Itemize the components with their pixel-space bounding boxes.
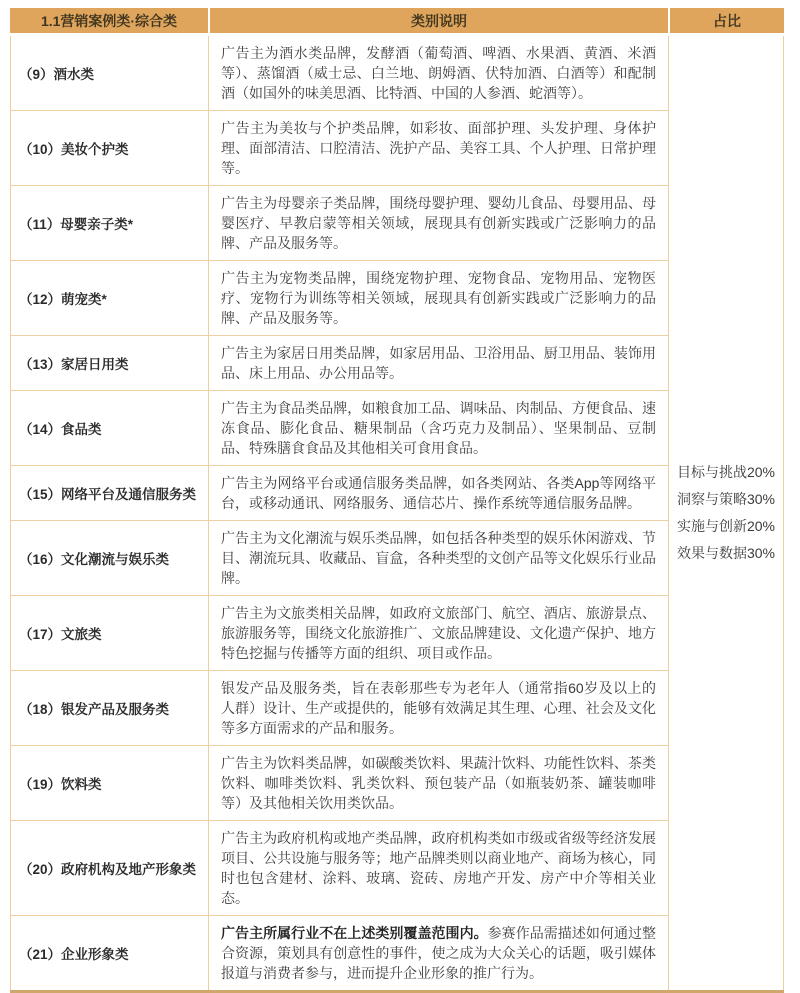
category-description: 广告主为家居日用类品牌，如家居用品、卫浴用品、厨卫用品、装饰用品、床上用品、办公用品等。	[221, 345, 656, 381]
category-description-cell	[209, 466, 669, 520]
category-label-cell	[11, 821, 209, 915]
table-row	[11, 521, 669, 596]
category-label-cell	[11, 186, 209, 260]
description-bold-text: 广告主所属行业不在上述类别覆盖范围内。	[221, 925, 488, 941]
category-rows	[10, 36, 669, 990]
category-description: 广告主为文旅类相关品牌，如政府文旅部门、航空、酒店、旅游景点、旅游服务等，围绕文化旅游推广、文旅品牌建设、文化遗产保护、地方特色挖掘与传播等方面的组织、项目或作品。	[221, 605, 656, 661]
share-weight-line: 洞察与策略30%	[676, 491, 776, 507]
category-description: 广告主为食品类品牌，如粮食加工品、调味品、肉制品、方便食品、速冻食品、膨化食品、糖果制品（含巧克力及制品）、坚果制品、豆制品、特殊膳食食品及其他相关可食用食品。	[221, 400, 656, 456]
share-weight-line: 效果与数据30%	[676, 545, 776, 561]
category-label: （10）美妆个护类	[19, 142, 129, 157]
category-label: （18）银发产品及服务类	[19, 702, 170, 717]
header-section-title: 1.1营销案例类·综合类	[10, 8, 208, 33]
category-description-cell	[209, 261, 669, 335]
category-label: （16）文化潮流与娱乐类	[19, 552, 170, 567]
category-label-cell	[11, 336, 209, 390]
category-label: （20）政府机构及地产形象类	[19, 862, 197, 877]
category-label: （17）文旅类	[19, 627, 102, 642]
category-label-cell	[11, 111, 209, 185]
category-description: 广告主为文化潮流与娱乐类品牌，如包括各种类型的娱乐休闲游戏、节目、潮流玩具、收藏品、盲盒，各种类型的文创产品等文化娱乐行业品牌。	[221, 530, 656, 586]
category-label: （9）酒水类	[19, 67, 95, 82]
table-row	[11, 916, 669, 990]
category-label: （15）网络平台及通信服务类	[19, 487, 197, 502]
table-row	[11, 336, 669, 391]
share-weight-line: 目标与挑战20%	[676, 464, 776, 480]
category-description-cell	[209, 521, 669, 595]
category-description-cell	[209, 36, 669, 110]
table-row	[11, 186, 669, 261]
category-description: 广告主为网络平台或通信服务类品牌，如各类网站、各类App等网络平台，或移动通讯、网络服务、通信芯片、操作系统等通信服务品牌。	[221, 475, 656, 511]
table-row	[11, 746, 669, 821]
category-label-cell	[11, 521, 209, 595]
header-description: 类别说明	[210, 8, 668, 33]
category-label: （14）食品类	[19, 422, 102, 437]
category-description-cell	[209, 916, 669, 990]
category-description: 广告主为母婴亲子类品牌，围绕母婴护理、婴幼儿食品、母婴用品、母婴医疗、早教启蒙等相关领域，展现具有创新实践或广泛影响力的品牌、产品及服务等。	[221, 195, 656, 251]
category-label: （12）萌宠类*	[19, 292, 107, 307]
category-description: 银发产品及服务类，旨在表彰那些专为老年人（通常指60岁及以上的人群）设计、生产或提供的，能够有效满足其生理、心理、社会及文化等多方面需求的产品和服务。	[221, 680, 656, 736]
category-label-cell	[11, 261, 209, 335]
header-share: 占比	[670, 8, 784, 33]
category-description-cell	[209, 821, 669, 915]
table-row	[11, 111, 669, 186]
category-label-cell	[11, 36, 209, 110]
table-row	[11, 596, 669, 671]
category-label-cell	[11, 596, 209, 670]
category-description: 参赛作品需描述如何通过整合资源，策划具有创意性的事件，使之成为大众关心的话题，吸引媒体报道与消费者参与，进而提升企业形象的推广行为。	[221, 925, 657, 981]
category-description-cell	[209, 336, 669, 390]
category-description: 广告主为政府机构或地产类品牌，政府机构类如市级或省级等经济发展项目、公共设施与服务等；地产品牌类则以商业地产、商场为核心，同时也包含建材、涂料、玻璃、瓷砖、房地产开发、房产中介等相关业态。	[221, 830, 656, 906]
category-label: （19）饮料类	[19, 777, 102, 792]
category-description-cell	[209, 186, 669, 260]
category-description-cell	[209, 671, 669, 745]
share-weights-list	[677, 459, 775, 567]
share-weights-cell	[669, 36, 784, 990]
category-description: 广告主为饮料类品牌，如碳酸类饮料、果蔬汁饮料、功能性饮料、茶类饮料、咖啡类饮料、乳类饮料、预包装产品（如瓶装奶茶、罐装咖啡等）及其他相关饮用类饮品。	[221, 755, 656, 811]
table-header-row	[10, 8, 784, 33]
share-weight-line: 实施与创新20%	[676, 518, 776, 534]
category-label-cell	[11, 746, 209, 820]
table-row	[11, 391, 669, 466]
category-label-cell	[11, 671, 209, 745]
category-description: 广告主为宠物类品牌，围绕宠物护理、宠物食品、宠物用品、宠物医疗、宠物行为训练等相关领域，展现具有创新实践或广泛影响力的品牌、产品及服务等。	[221, 270, 656, 326]
category-description-cell	[209, 391, 669, 465]
category-label-cell	[11, 466, 209, 520]
category-description-cell	[209, 746, 669, 820]
table-row	[11, 261, 669, 336]
category-description-cell	[209, 596, 669, 670]
table-body	[10, 36, 784, 993]
table-row	[11, 466, 669, 521]
table-row	[11, 821, 669, 916]
category-label: （11）母婴亲子类*	[19, 217, 134, 232]
category-label: （21）企业形象类	[19, 947, 129, 962]
category-description-cell	[209, 111, 669, 185]
category-description: 广告主为酒水类品牌，发酵酒（葡萄酒、啤酒、水果酒、黄酒、米酒等）、蒸馏酒（威士忌、白兰地、朗姆酒、伏特加酒、白酒等）和配制酒（如国外的味美思酒、比特酒、中国的人参酒、蛇酒等）。	[221, 45, 656, 101]
table-row	[11, 36, 669, 111]
table-row	[11, 671, 669, 746]
category-label-cell	[11, 391, 209, 465]
category-label-cell	[11, 916, 209, 990]
category-table	[10, 8, 784, 993]
category-description: 广告主为美妆与个护类品牌，如彩妆、面部护理、头发护理、身体护理、面部清洁、口腔清洁、洗护产品、美容工具、个人护理、日常护理等。	[221, 120, 656, 176]
category-label: （13）家居日用类	[19, 357, 129, 372]
